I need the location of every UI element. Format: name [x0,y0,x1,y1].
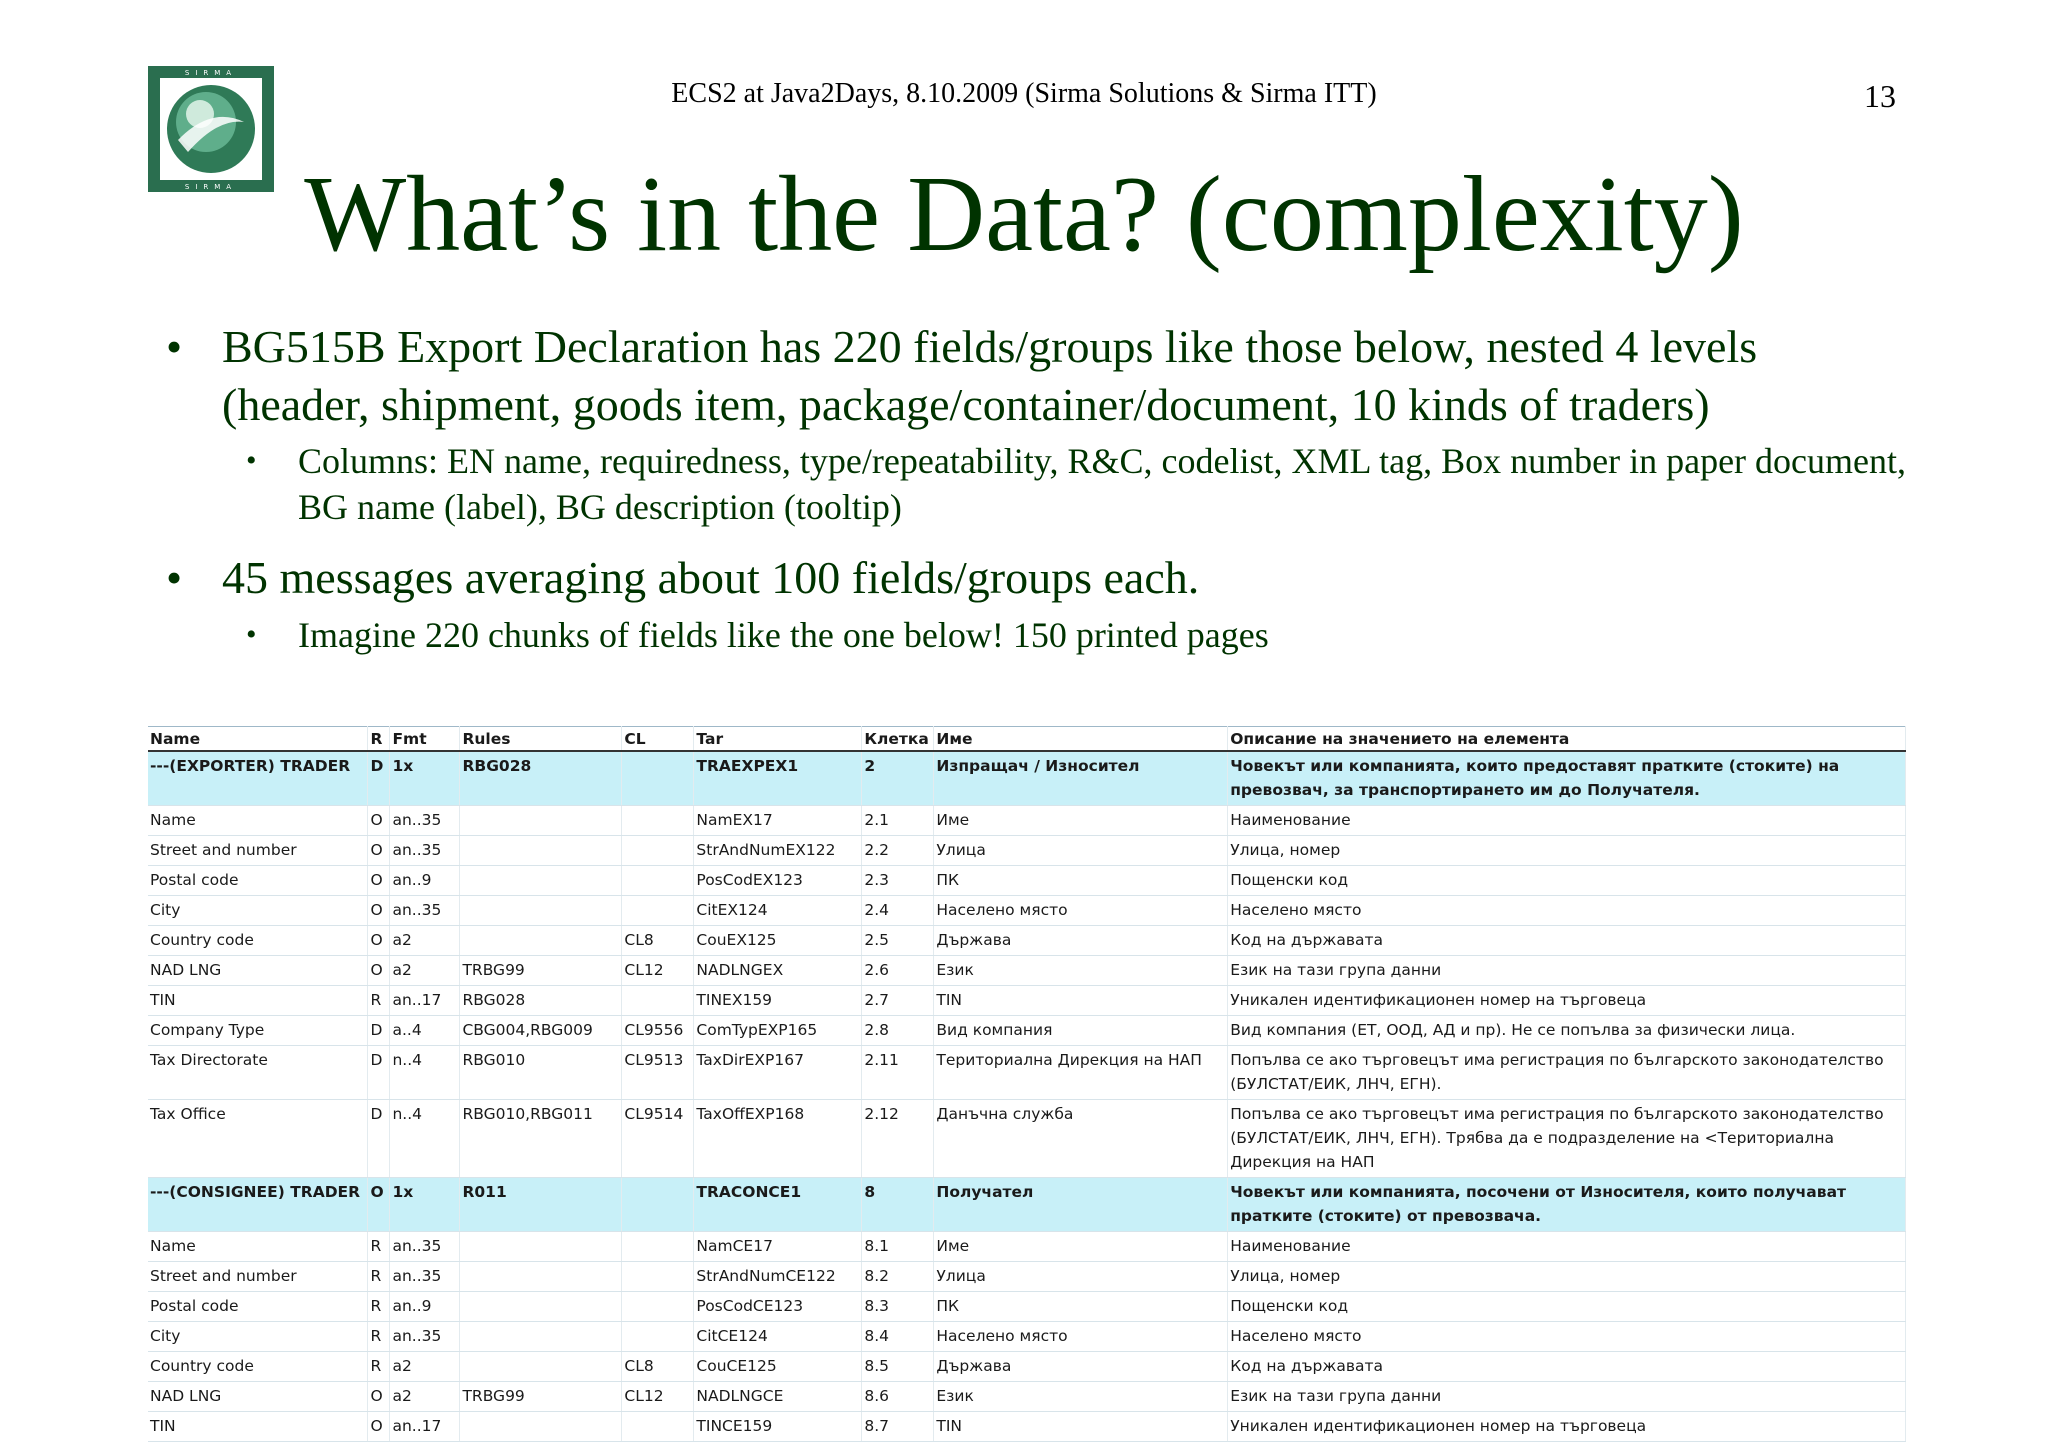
table-cell: a2 [390,1382,460,1412]
table-row [148,866,1906,896]
table-cell: 2.2 [862,836,934,866]
table-cell: CL9556 [622,1016,694,1046]
table-cell: Човекът или компанията, посочени от Износителя, които получават пратките (стоките) от превозвача. [1228,1178,1906,1232]
table-cell: PosCodCE123 [694,1292,862,1322]
table-cell: 2.7 [862,986,934,1016]
table-cell: Postal code [148,866,368,896]
table-group-row [148,751,1906,806]
table-row [148,1232,1906,1262]
table-cell: an..35 [390,806,460,836]
table-cell: Улица [934,836,1228,866]
table-cell: R [368,1262,390,1292]
table-cell: RBG010 [460,1046,622,1100]
table-cell: RBG028 [460,751,622,806]
table-cell: 2.5 [862,926,934,956]
table-cell: TINEX159 [694,986,862,1016]
table-cell: Вид компания (ЕТ, ООД, АД и пр). Не се попълва за физически лица. [1228,1016,1906,1046]
column-header: Клетка [862,727,934,752]
table-cell: TIN [148,986,368,1016]
column-header: CL [622,727,694,752]
sub-bullet-item [246,438,1918,530]
table-cell: O [368,806,390,836]
bullet-text: BG515B Export Declaration has 220 fields/groups like those below, nested 4 levels (header, shipment, goods item, package/container/document, 10 kinds of traders) [222,321,1758,430]
table-cell [622,1178,694,1232]
bullet-item [166,318,1902,434]
table-cell: 2.4 [862,896,934,926]
table-cell [622,986,694,1016]
table-cell: ---(EXPORTER) TRADER [148,751,368,806]
table-cell [622,1412,694,1442]
table-cell: an..9 [390,866,460,896]
table-cell: Вид компания [934,1016,1228,1046]
table-cell: CL9514 [622,1100,694,1178]
table-cell [622,1262,694,1292]
column-header: Име [934,727,1228,752]
table-cell: TIN [934,1412,1228,1442]
table-cell: NAD LNG [148,956,368,986]
table-cell: 8.4 [862,1322,934,1352]
table-cell: Наименование [1228,1232,1906,1262]
table-cell: an..35 [390,896,460,926]
column-header: Rules [460,727,622,752]
table-cell: an..35 [390,1232,460,1262]
table-cell: an..17 [390,986,460,1016]
table-cell [622,896,694,926]
table-cell: TaxDirEXP167 [694,1046,862,1100]
table-cell: 2.1 [862,806,934,836]
table-row [148,1412,1906,1442]
table-cell: 8.6 [862,1382,934,1412]
table-cell: Име [934,806,1228,836]
table-cell: ComTypEXP165 [694,1016,862,1046]
table-cell: CL9513 [622,1046,694,1100]
table-cell: Country code [148,926,368,956]
table-cell: ---(CONSIGNEE) TRADER [148,1178,368,1232]
table-row [148,836,1906,866]
bullet-icon: • [166,552,183,603]
table-row [148,1352,1906,1382]
table-cell: CouEX125 [694,926,862,956]
table-cell: Company Type [148,1016,368,1046]
table-cell: R [368,986,390,1016]
bullet-item [166,549,1902,607]
table-row [148,956,1906,986]
table-cell: R [368,1292,390,1322]
table-cell [622,1322,694,1352]
table-cell: Човекът или компанията, които предоставят пратките (стоките) на превозвач, за транспортирането им до Получателя. [1228,751,1906,806]
table-cell: O [368,866,390,896]
table-cell: Код на държавата [1228,1352,1906,1382]
table-cell: 8.5 [862,1352,934,1382]
table-cell: Име [934,1232,1228,1262]
table-cell [622,866,694,896]
table-row [148,1100,1906,1178]
table-cell: Попълва се ако търговецът има регистрация по българското законодателство (БУЛСТАТ/ЕИК, ЛНЧ, ЕГН). Трябва да е подразделение на <Териториална Дирекция на НАП [1228,1100,1906,1178]
table-cell [460,896,622,926]
column-header: Name [148,727,368,752]
table-body [148,751,1906,1442]
table-cell: RBG028 [460,986,622,1016]
table-cell: StrAndNumCE122 [694,1262,862,1292]
table-cell: Населено място [934,1322,1228,1352]
table-cell: NADLNGEX [694,956,862,986]
table-cell: 2.3 [862,866,934,896]
table-cell: TINCE159 [694,1412,862,1442]
table-cell: NADLNGCE [694,1382,862,1412]
table-cell [460,1232,622,1262]
table-cell: TaxOffEXP168 [694,1100,862,1178]
table-cell: n..4 [390,1046,460,1100]
table-cell: Език [934,1382,1228,1412]
table-cell: ПК [934,866,1228,896]
table-cell: R011 [460,1178,622,1232]
table-cell: TRBG99 [460,1382,622,1412]
table-cell: CitCE124 [694,1322,862,1352]
table-cell: NamCE17 [694,1232,862,1262]
table-cell: Уникален идентификационен номер на търговеца [1228,1412,1906,1442]
table-cell: 2.6 [862,956,934,986]
table-cell: 2.12 [862,1100,934,1178]
table-cell: an..9 [390,1292,460,1322]
table-row [148,1292,1906,1322]
table-cell: Държава [934,1352,1228,1382]
column-header: R [368,727,390,752]
table-cell: NAD LNG [148,1382,368,1412]
field-table [148,726,1906,1442]
table-cell: CL12 [622,956,694,986]
table-row [148,926,1906,956]
table-cell: Tax Directorate [148,1046,368,1100]
table-cell: R [368,1322,390,1352]
table-cell: PosCodEX123 [694,866,862,896]
table-cell: 8.3 [862,1292,934,1322]
table-row [148,1322,1906,1352]
table-cell: TIN [148,1412,368,1442]
table-cell: CitEX124 [694,896,862,926]
table-cell: Населено място [1228,896,1906,926]
table-cell: Данъчна служба [934,1100,1228,1178]
table-cell: City [148,896,368,926]
table-cell: an..35 [390,836,460,866]
table-cell: NamEX17 [694,806,862,836]
table-cell: a..4 [390,1016,460,1046]
table-cell: Street and number [148,1262,368,1292]
table-cell: CL12 [622,1382,694,1412]
table-cell: Name [148,806,368,836]
table-cell: O [368,956,390,986]
table-cell: CouCE125 [694,1352,862,1382]
table-cell: City [148,1322,368,1352]
table-cell: D [368,1100,390,1178]
table-row [148,986,1906,1016]
table-cell: O [368,896,390,926]
slide-title: What’s in the Data? (complexity) [304,155,1744,274]
table-cell: 8.1 [862,1232,934,1262]
table-cell: Пощенски код [1228,1292,1906,1322]
table-row [148,1262,1906,1292]
table-cell: R [368,1232,390,1262]
table-cell [460,1412,622,1442]
table-cell [460,1322,622,1352]
table-cell: an..35 [390,1262,460,1292]
table-cell [460,1262,622,1292]
logo-text-bottom: SIRMA [184,183,238,191]
table-cell: 1x [390,1178,460,1232]
bullet-icon: • [246,618,257,651]
table-cell: Улица [934,1262,1228,1292]
table-cell [460,1292,622,1322]
bullet-text: Imagine 220 chunks of fields like the one below! 150 printed pages [298,615,1269,655]
table-cell: D [368,1016,390,1046]
table-row [148,896,1906,926]
table-cell [460,806,622,836]
table-cell: CBG004,RBG009 [460,1016,622,1046]
table-cell: Език на тази група данни [1228,1382,1906,1412]
table-cell: TRAEXPEX1 [694,751,862,806]
table-cell: 1x [390,751,460,806]
table-row [148,1046,1906,1100]
table-cell [460,926,622,956]
table-cell: Tax Office [148,1100,368,1178]
table-row [148,806,1906,836]
table-cell: 2 [862,751,934,806]
table-cell: 8 [862,1178,934,1232]
table-cell: a2 [390,1352,460,1382]
table-cell: TRBG99 [460,956,622,986]
table-cell: O [368,1412,390,1442]
table-cell: Пощенски код [1228,866,1906,896]
table-cell: 8.2 [862,1262,934,1292]
table-cell [622,1292,694,1322]
table-cell: Postal code [148,1292,368,1322]
table-cell: Код на държавата [1228,926,1906,956]
table-cell: Улица, номер [1228,1262,1906,1292]
table-cell [622,751,694,806]
table-cell: a2 [390,926,460,956]
table-cell: O [368,1178,390,1232]
header-text: ECS2 at Java2Days, 8.10.2009 (Sirma Solutions & Sirma ITT) [671,78,1377,109]
bullet-text: 45 messages averaging about 100 fields/groups each. [222,552,1200,603]
column-header: Fmt [390,727,460,752]
table-cell: Country code [148,1352,368,1382]
table-cell: Език [934,956,1228,986]
table-cell: Уникален идентификационен номер на търговеца [1228,986,1906,1016]
table-cell: n..4 [390,1100,460,1178]
table-cell [622,836,694,866]
table-cell: ПК [934,1292,1228,1322]
column-header: Описание на значението на елемента [1228,727,1906,752]
table-cell: TRACONCE1 [694,1178,862,1232]
table-row [148,1016,1906,1046]
table-cell [460,866,622,896]
bullet-icon: • [246,444,257,477]
bullet-text: Columns: EN name, requiredness, type/repeatability, R&C, codelist, XML tag, Box number in paper document, BG name (label), BG description (tooltip) [298,441,1906,527]
table-cell: an..17 [390,1412,460,1442]
table-cell: Населено място [934,896,1228,926]
table-cell: CL8 [622,1352,694,1382]
table-cell: RBG010,RBG011 [460,1100,622,1178]
table-cell: Териториална Дирекция на НАП [934,1046,1228,1100]
table-cell: 8.7 [862,1412,934,1442]
table-cell: Попълва се ако търговецът има регистрация по българското законодателство (БУЛСТАТ/ЕИК, ЛНЧ, ЕГН). [1228,1046,1906,1100]
table-cell: Улица, номер [1228,836,1906,866]
table-cell: an..35 [390,1322,460,1352]
sub-bullet-item [246,612,1918,658]
table-cell: R [368,1352,390,1382]
table-cell: Населено място [1228,1322,1906,1352]
table-cell: O [368,926,390,956]
table-cell: Получател [934,1178,1228,1232]
table-cell: D [368,1046,390,1100]
table-cell: StrAndNumEX122 [694,836,862,866]
table-cell: Държава [934,926,1228,956]
table-row [148,1382,1906,1412]
table-cell: a2 [390,956,460,986]
table-cell: O [368,836,390,866]
table-cell: Name [148,1232,368,1262]
table-cell [622,806,694,836]
page-number: 13 [1864,78,1896,114]
table-group-row [148,1178,1906,1232]
table-cell: Наименование [1228,806,1906,836]
bullet-icon: • [166,321,183,372]
table-cell: Street and number [148,836,368,866]
table-cell [622,1232,694,1262]
table-cell: D [368,751,390,806]
table-cell: Изпращач / Износител [934,751,1228,806]
table-cell: 2.11 [862,1046,934,1100]
table-cell [460,836,622,866]
table-cell [460,1352,622,1382]
table-cell: O [368,1382,390,1412]
table-header-row [148,727,1906,752]
table-cell: CL8 [622,926,694,956]
table-cell: TIN [934,986,1228,1016]
table-cell: Език на тази група данни [1228,956,1906,986]
column-header: Tar [694,727,862,752]
table-cell: 2.8 [862,1016,934,1046]
logo-text-top: SIRMA [184,69,238,77]
